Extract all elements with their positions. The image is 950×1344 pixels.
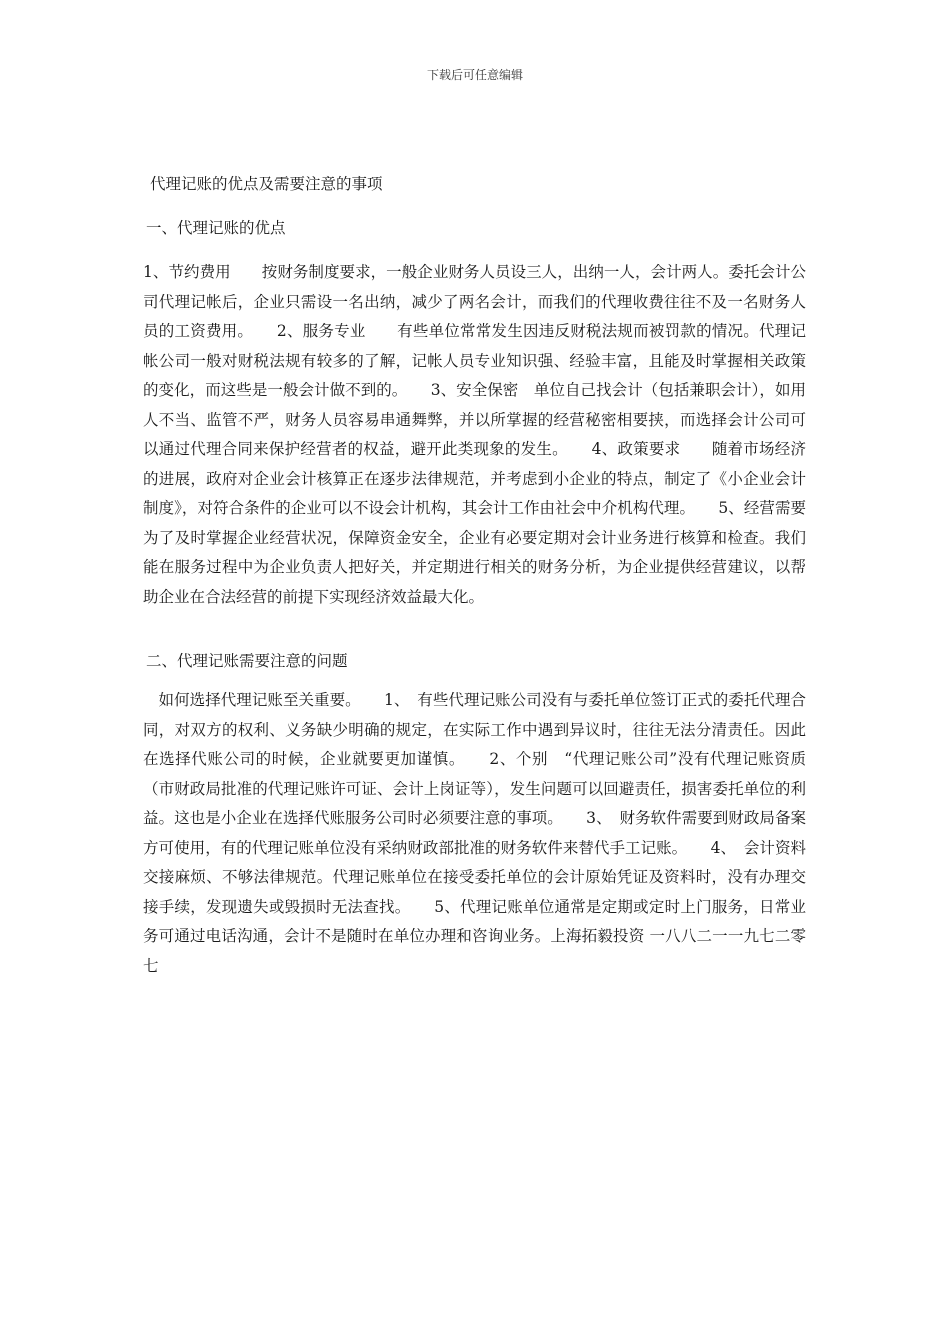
section-body-advantages: 1、节约费用 按财务制度要求，一般企业财务人员设三人，出纳一人，会计两人。委托会计公司代理记帐后，企业只需设一名出纳，减少了两名会计，而我们的代理收费往往不及一名财务人员的工资费用。 2、服务专业 有些单位常常发生因违反财税法规而被罚款的情况。代理记帐公司一般对财税法规有较多的了解，记帐人员专业知识强、经验丰富，且能及时掌握相关政策的变化，而这些是一般会计做不到的。 3、安全保密 单位自己找会计（包括兼职会计），如用人不当、监管不严，财务人员容易串通舞弊，并以所掌握的经营秘密相要挟，而选择会计公司可以通过代理合同来保护经营者的权益，避开此类现象的发生。 4、政策要求 随着市场经济的进展，政府对企业会计核算正在逐步法律规范，并考虑到小企业的特点，制定了《小企业会计制度》，对符合条件的企业可以不设会计机构，其会计工作由社会中介机构代理。 5、经营需要 为了及时掌握企业经营状况，保障资金安全，企业有必要定期对会计业务进行核算和检查。我们能在服务过程中为企业负责人把好关，并定期进行相关的财务分析，为企业提供经营建议，以帮助企业在合法经营的前提下实现经济效益最大化。 [143, 263, 838, 606]
section-heading-advantages: 一、代理记账的优点 [146, 219, 286, 237]
header-note: 下载后可任意编辑 [426, 68, 523, 82]
document-title: 代理记账的优点及需要注意的事项 [150, 175, 383, 193]
section-heading-precautions: 二、代理记账需要注意的问题 [146, 652, 348, 670]
section-body-precautions: 如何选择代理记账至关重要。 1、 有些代理记账公司没有与委托单位签订正式的委托代理合同，对双方的权利、义务缺少明确的规定，在实际工作中遇到异议时，往往无法分清责任。因此在选择代账公司的时候，企业就要更加谨慎。 2、个别 “代理记账公司”没有代理记账资质（市财政局批准的代理记账许可证、会计上岗证等），发生问题可以回避责任，损害委托单位的利益。这也是小企业在选择代账服务公司时必须要注意的事项。 3、 财务软件需要到财政局备案方可使用，有的代理记账单位没有采纳财政部批准的财务软件来替代手工记账。 4、 会计资料交接麻烦、不够法律规范。代理记账单位在接受委托单位的会计原始凭证及资料时，没有办理交接手续，发现遗失或毁损时无法查找。 5、代理记账单位通常是定期或定时上门服务，日常业务可通过电话沟通，会计不是随时在单位办理和咨询业务。上海拓毅投资 一八八二一一九七二零七 [143, 691, 806, 975]
